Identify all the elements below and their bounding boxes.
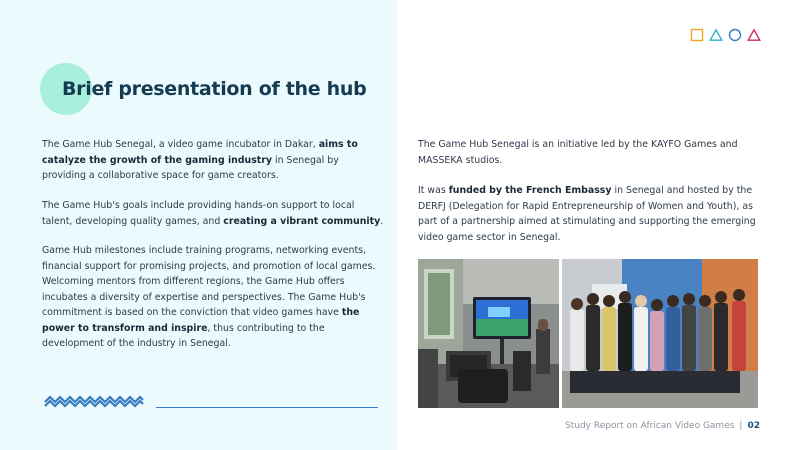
shape-icons <box>690 28 761 42</box>
photo-game-hub-room <box>418 259 559 408</box>
emphasis-text: the power to transform and inspire <box>42 307 360 334</box>
triangle-outline-icon <box>709 28 723 42</box>
left-paragraph-2 <box>42 198 387 229</box>
body-text: in Senegal by providing a collaborative space for game creators. <box>42 154 339 181</box>
footer-separator: | <box>739 421 743 431</box>
emphasis-text: aims to catalyze the growth of the gaming industry <box>42 139 358 166</box>
body-text: It was <box>418 185 449 196</box>
right-paragraph-2 <box>418 183 763 245</box>
body-text: in Senegal and hosted by the DERFJ (Delegation for Rapid Entrepreneurship of Women and Youth), as part of a partnership aimed at stimulating and supporting the emerging video game sector in Senegal. <box>418 185 756 243</box>
left-paragraph-1 <box>42 137 377 184</box>
footer-report-title: Study Report on African Video Games <box>565 421 735 431</box>
page-number: 02 <box>747 421 760 431</box>
body-text: The Game Hub Senegal, a video game incubator in Dakar, <box>42 139 319 150</box>
body-text: Game Hub milestones include training programs, networking events, financial support for promising projects, and promotion of local games. Welcoming mentors from different regions, the Game Hub offers incubates a diversity of expertise and perspectives. The Game Hub's commitment is based on the conviction that video games have <box>42 245 376 318</box>
body-text: The Game Hub's goals include providing hands-on support to local talent, developing quality games, and <box>42 200 355 227</box>
page-title: Brief presentation of the hub <box>62 78 367 100</box>
body-text: . <box>380 215 384 227</box>
body-text: The Game Hub Senegal is an initiative led by the KAYFO Games and MASSEKA studios. <box>418 139 738 166</box>
circle-outline-icon <box>728 28 742 42</box>
page-footer <box>565 421 760 431</box>
emphasis-text: funded by the French Embassy <box>448 185 612 196</box>
square-outline-icon <box>690 28 704 42</box>
body-text: , thus contributing to the development of the industry in Senegal. <box>42 322 325 349</box>
photo-group <box>562 259 758 408</box>
zigzag-decoration <box>44 393 144 412</box>
emphasis-text: creating a vibrant community <box>223 215 381 227</box>
triangle-outline-icon <box>747 28 761 42</box>
right-paragraph-1 <box>418 137 743 168</box>
divider-line <box>156 407 378 408</box>
left-paragraph-3 <box>42 243 382 352</box>
